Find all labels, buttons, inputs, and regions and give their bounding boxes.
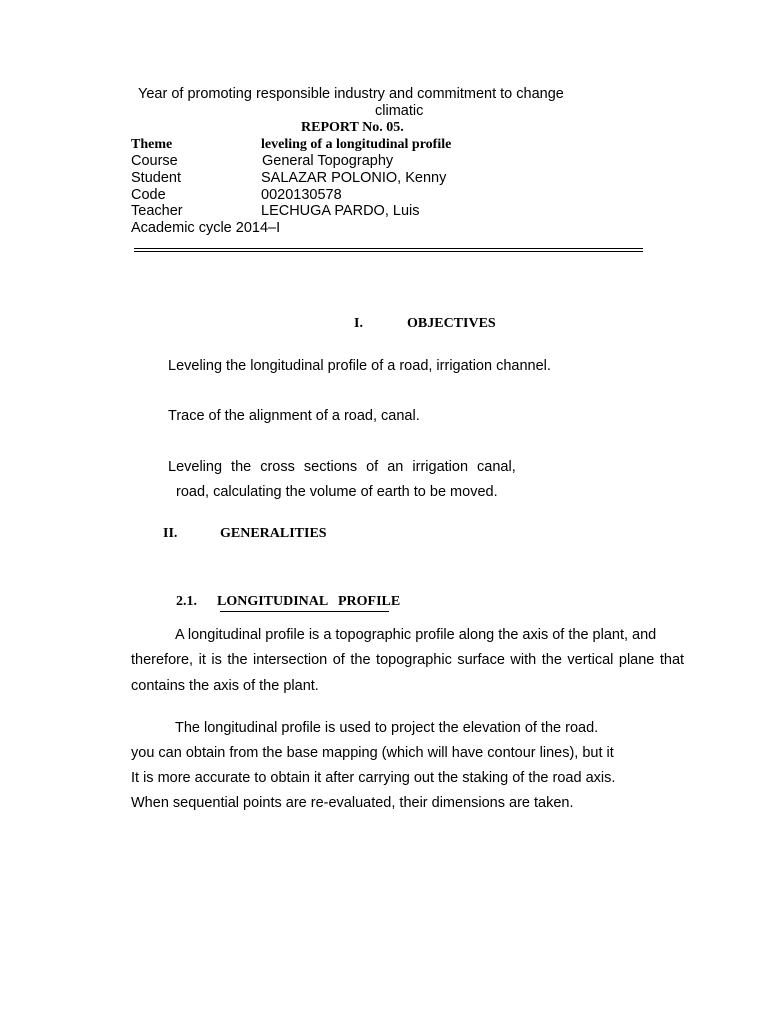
generalities-number: II. xyxy=(163,526,178,541)
objective-item-1-text: Leveling the longitudinal profile of a road, irrigation channel. xyxy=(168,358,551,374)
paragraph-2-line-4: When sequential points are re-evaluated, their dimensions are taken. xyxy=(131,795,574,811)
paragraph-1-line-3: contains the axis of the plant. xyxy=(131,678,319,694)
objective-item-3 xyxy=(155,459,516,475)
header-divider-bottom xyxy=(134,251,643,252)
objective-item-2 xyxy=(155,408,420,424)
objective-item-3-text-line-2: road, calculating the volume of earth to be moved. xyxy=(176,484,498,500)
generalities-title: GENERALITIES xyxy=(220,526,327,541)
objectives-title: OBJECTIVES xyxy=(407,316,496,331)
academic-cycle: Academic cycle 2014–I xyxy=(131,220,281,236)
code-value: 0020130578 xyxy=(261,187,342,203)
objective-item-2-text: Trace of the alignment of a road, canal. xyxy=(168,408,420,424)
teacher-value: LECHUGA PARDO, Luis xyxy=(261,203,420,219)
motto-line-1: Year of promoting responsible industry and commitment to change xyxy=(138,86,564,102)
subsection-title: LONGITUDINAL PROFILE xyxy=(217,594,401,609)
theme-value: leveling of a longitudinal profile xyxy=(261,137,452,152)
course-label: Course xyxy=(131,153,178,169)
paragraph-2-line-2: you can obtain from the base mapping (which will have contour lines), but it xyxy=(131,745,614,761)
subsection-number: 2.1. xyxy=(176,594,197,609)
paragraph-2-line-3: It is more accurate to obtain it after carrying out the staking of the road axis. xyxy=(131,770,616,786)
student-label: Student xyxy=(131,170,181,186)
code-label: Code xyxy=(131,187,166,203)
paragraph-1-line-2: therefore, it is the intersection of the topographic surface with the vertical plane that xyxy=(131,652,685,668)
objectives-number: I. xyxy=(354,316,363,331)
paragraph-1-line-1: A longitudinal profile is a topographic profile along the axis of the plant, and xyxy=(175,627,657,643)
report-title: REPORT No. 05. xyxy=(301,120,404,135)
teacher-label: Teacher xyxy=(131,203,183,219)
objective-item-3-text-line-1: Leveling the cross sections of an irrigation canal, xyxy=(168,459,516,475)
header-divider-top xyxy=(134,248,643,249)
course-value: General Topography xyxy=(262,153,394,169)
theme-label: Theme xyxy=(131,137,173,152)
student-value: SALAZAR POLONIO, Kenny xyxy=(261,170,447,186)
objective-item-1 xyxy=(155,358,551,374)
paragraph-2-line-1: The longitudinal profile is used to project the elevation of the road. xyxy=(175,720,599,736)
motto-line-2: climatic xyxy=(375,103,424,119)
subsection-title-underline xyxy=(220,611,389,612)
